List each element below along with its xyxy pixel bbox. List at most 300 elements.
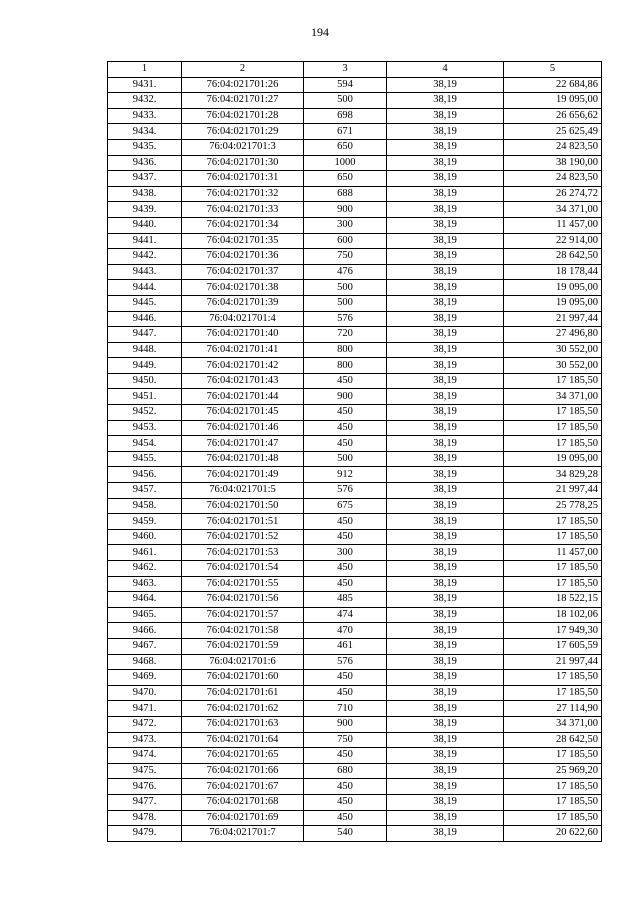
area-cell: 461 [304,638,387,654]
value-cell: 19 095,00 [504,295,602,311]
value-cell: 22 914,00 [504,233,602,249]
rate-cell: 38,19 [387,373,504,389]
area-cell: 450 [304,748,387,764]
row-number-cell: 9459. [108,514,182,530]
table-row [108,233,602,249]
row-number-cell: 9442. [108,249,182,265]
rate-cell: 38,19 [387,483,504,499]
cadastral-number-cell: 76:04:021701:46 [182,420,304,436]
value-cell: 17 185,50 [504,561,602,577]
value-cell: 18 178,44 [504,264,602,280]
area-cell: 450 [304,685,387,701]
table-row [108,342,602,358]
area-cell: 900 [304,202,387,218]
row-number-cell: 9467. [108,638,182,654]
table-row [108,654,602,670]
row-number-cell: 9474. [108,748,182,764]
value-cell: 30 552,00 [504,342,602,358]
table-row [108,716,602,732]
rate-cell: 38,19 [387,342,504,358]
cadastral-number-cell: 76:04:021701:7 [182,826,304,842]
value-cell: 27 114,90 [504,701,602,717]
table-row [108,280,602,296]
table-row [108,155,602,171]
row-number-cell: 9455. [108,451,182,467]
table-row [108,638,602,654]
rate-cell: 38,19 [387,794,504,810]
area-cell: 450 [304,373,387,389]
row-number-cell: 9452. [108,405,182,421]
value-cell: 24 823,50 [504,171,602,187]
column-header-4: 4 [387,62,504,78]
area-cell: 500 [304,93,387,109]
rate-cell: 38,19 [387,436,504,452]
value-cell: 34 371,00 [504,202,602,218]
area-cell: 800 [304,342,387,358]
cadastral-number-cell: 76:04:021701:52 [182,529,304,545]
value-cell: 21 997,44 [504,654,602,670]
rate-cell: 38,19 [387,638,504,654]
rate-cell: 38,19 [387,607,504,623]
rate-cell: 38,19 [387,295,504,311]
table-row [108,467,602,483]
table-row [108,748,602,764]
area-cell: 594 [304,77,387,93]
rate-cell: 38,19 [387,139,504,155]
area-cell: 450 [304,405,387,421]
row-number-cell: 9473. [108,732,182,748]
cadastral-number-cell: 76:04:021701:66 [182,763,304,779]
cadastral-number-cell: 76:04:021701:4 [182,311,304,327]
value-cell: 34 829,28 [504,467,602,483]
table-row [108,810,602,826]
cadastral-number-cell: 76:04:021701:28 [182,108,304,124]
row-number-cell: 9436. [108,155,182,171]
value-cell: 17 185,50 [504,420,602,436]
table-row [108,701,602,717]
rate-cell: 38,19 [387,623,504,639]
value-cell: 21 997,44 [504,483,602,499]
cadastral-number-cell: 76:04:021701:31 [182,171,304,187]
rate-cell: 38,19 [387,451,504,467]
cadastral-number-cell: 76:04:021701:44 [182,389,304,405]
table-row [108,451,602,467]
area-cell: 750 [304,249,387,265]
area-cell: 450 [304,420,387,436]
value-cell: 25 778,25 [504,498,602,514]
value-cell: 20 622,60 [504,826,602,842]
area-cell: 300 [304,545,387,561]
row-number-cell: 9449. [108,358,182,374]
column-header-3: 3 [304,62,387,78]
area-cell: 450 [304,436,387,452]
area-cell: 900 [304,389,387,405]
row-number-cell: 9472. [108,716,182,732]
row-number-cell: 9458. [108,498,182,514]
table-row [108,561,602,577]
area-cell: 450 [304,670,387,686]
area-cell: 450 [304,794,387,810]
page-number: 194 [311,25,329,39]
cadastral-number-cell: 76:04:021701:62 [182,701,304,717]
table-row [108,139,602,155]
cadastral-number-cell: 76:04:021701:69 [182,810,304,826]
cadastral-number-cell: 76:04:021701:41 [182,342,304,358]
row-number-cell: 9448. [108,342,182,358]
area-cell: 750 [304,732,387,748]
rate-cell: 38,19 [387,108,504,124]
registry-table [107,61,602,842]
row-number-cell: 9435. [108,139,182,155]
area-cell: 1000 [304,155,387,171]
rate-cell: 38,19 [387,763,504,779]
row-number-cell: 9469. [108,670,182,686]
value-cell: 19 095,00 [504,93,602,109]
rate-cell: 38,19 [387,249,504,265]
cadastral-number-cell: 76:04:021701:45 [182,405,304,421]
rate-cell: 38,19 [387,77,504,93]
row-number-cell: 9475. [108,763,182,779]
rate-cell: 38,19 [387,186,504,202]
cadastral-number-cell: 76:04:021701:36 [182,249,304,265]
value-cell: 28 642,50 [504,732,602,748]
area-cell: 474 [304,607,387,623]
value-cell: 17 185,50 [504,373,602,389]
rate-cell: 38,19 [387,405,504,421]
table-row [108,592,602,608]
table-row [108,327,602,343]
row-number-cell: 9431. [108,77,182,93]
value-cell: 17 605,59 [504,638,602,654]
cadastral-number-cell: 76:04:021701:68 [182,794,304,810]
table-row [108,171,602,187]
area-cell: 698 [304,108,387,124]
area-cell: 800 [304,358,387,374]
row-number-cell: 9464. [108,592,182,608]
table-row [108,732,602,748]
rate-cell: 38,19 [387,467,504,483]
area-cell: 450 [304,576,387,592]
rate-cell: 38,19 [387,654,504,670]
table-row [108,623,602,639]
cadastral-number-cell: 76:04:021701:42 [182,358,304,374]
cadastral-number-cell: 76:04:021701:65 [182,748,304,764]
area-cell: 450 [304,779,387,795]
rate-cell: 38,19 [387,810,504,826]
table-row [108,436,602,452]
table-row [108,576,602,592]
value-cell: 11 457,00 [504,545,602,561]
value-cell: 19 095,00 [504,451,602,467]
table-row [108,763,602,779]
value-cell: 27 496,80 [504,327,602,343]
table-row [108,295,602,311]
cadastral-number-cell: 76:04:021701:60 [182,670,304,686]
row-number-cell: 9432. [108,93,182,109]
value-cell: 34 371,00 [504,716,602,732]
table-row [108,93,602,109]
row-number-cell: 9465. [108,607,182,623]
rate-cell: 38,19 [387,124,504,140]
area-cell: 688 [304,186,387,202]
row-number-cell: 9478. [108,810,182,826]
row-number-cell: 9462. [108,561,182,577]
area-cell: 470 [304,623,387,639]
area-cell: 500 [304,295,387,311]
rate-cell: 38,19 [387,529,504,545]
cadastral-number-cell: 76:04:021701:27 [182,93,304,109]
cadastral-number-cell: 76:04:021701:47 [182,436,304,452]
table-row [108,779,602,795]
rate-cell: 38,19 [387,498,504,514]
value-cell: 11 457,00 [504,217,602,233]
header-row [108,62,602,78]
table-row [108,373,602,389]
area-cell: 485 [304,592,387,608]
rate-cell: 38,19 [387,155,504,171]
cadastral-number-cell: 76:04:021701:48 [182,451,304,467]
cadastral-number-cell: 76:04:021701:64 [182,732,304,748]
rate-cell: 38,19 [387,561,504,577]
row-number-cell: 9457. [108,483,182,499]
area-cell: 576 [304,483,387,499]
area-cell: 650 [304,139,387,155]
table-row [108,186,602,202]
rate-cell: 38,19 [387,280,504,296]
cadastral-number-cell: 76:04:021701:38 [182,280,304,296]
table-row [108,358,602,374]
table-row [108,311,602,327]
row-number-cell: 9440. [108,217,182,233]
value-cell: 17 185,50 [504,514,602,530]
cadastral-number-cell: 76:04:021701:3 [182,139,304,155]
value-cell: 17 185,50 [504,529,602,545]
area-cell: 450 [304,810,387,826]
cadastral-number-cell: 76:04:021701:32 [182,186,304,202]
value-cell: 17 949,30 [504,623,602,639]
rate-cell: 38,19 [387,576,504,592]
row-number-cell: 9445. [108,295,182,311]
value-cell: 26 274,72 [504,186,602,202]
row-number-cell: 9471. [108,701,182,717]
area-cell: 900 [304,716,387,732]
cadastral-number-cell: 76:04:021701:55 [182,576,304,592]
table-row [108,264,602,280]
rate-cell: 38,19 [387,233,504,249]
value-cell: 17 185,50 [504,670,602,686]
table-row [108,108,602,124]
cadastral-number-cell: 76:04:021701:54 [182,561,304,577]
rate-cell: 38,19 [387,264,504,280]
cadastral-number-cell: 76:04:021701:29 [182,124,304,140]
rate-cell: 38,19 [387,716,504,732]
cadastral-number-cell: 76:04:021701:50 [182,498,304,514]
row-number-cell: 9450. [108,373,182,389]
value-cell: 28 642,50 [504,249,602,265]
value-cell: 17 185,50 [504,779,602,795]
cadastral-number-cell: 76:04:021701:39 [182,295,304,311]
rate-cell: 38,19 [387,420,504,436]
rate-cell: 38,19 [387,327,504,343]
table-row [108,405,602,421]
value-cell: 26 656,62 [504,108,602,124]
table-row [108,514,602,530]
row-number-cell: 9433. [108,108,182,124]
table-row [108,77,602,93]
rate-cell: 38,19 [387,514,504,530]
value-cell: 17 185,50 [504,436,602,452]
table-row [108,529,602,545]
rate-cell: 38,19 [387,311,504,327]
rate-cell: 38,19 [387,358,504,374]
row-number-cell: 9444. [108,280,182,296]
value-cell: 18 522,15 [504,592,602,608]
cadastral-number-cell: 76:04:021701:33 [182,202,304,218]
area-cell: 675 [304,498,387,514]
table-row [108,420,602,436]
row-number-cell: 9466. [108,623,182,639]
rate-cell: 38,19 [387,826,504,842]
table-body [108,77,602,841]
value-cell: 17 185,50 [504,576,602,592]
area-cell: 500 [304,280,387,296]
row-number-cell: 9443. [108,264,182,280]
cadastral-number-cell: 76:04:021701:51 [182,514,304,530]
row-number-cell: 9446. [108,311,182,327]
rate-cell: 38,19 [387,732,504,748]
value-cell: 17 185,50 [504,405,602,421]
table-row [108,498,602,514]
value-cell: 38 190,00 [504,155,602,171]
area-cell: 600 [304,233,387,249]
value-cell: 25 969,20 [504,763,602,779]
value-cell: 22 684,86 [504,77,602,93]
cadastral-number-cell: 76:04:021701:58 [182,623,304,639]
row-number-cell: 9479. [108,826,182,842]
row-number-cell: 9441. [108,233,182,249]
rate-cell: 38,19 [387,217,504,233]
table-header [108,62,602,78]
cadastral-number-cell: 76:04:021701:56 [182,592,304,608]
cadastral-number-cell: 76:04:021701:6 [182,654,304,670]
row-number-cell: 9476. [108,779,182,795]
row-number-cell: 9461. [108,545,182,561]
cadastral-number-cell: 76:04:021701:67 [182,779,304,795]
table-row [108,483,602,499]
row-number-cell: 9477. [108,794,182,810]
cadastral-number-cell: 76:04:021701:37 [182,264,304,280]
table-row [108,685,602,701]
cadastral-number-cell: 76:04:021701:59 [182,638,304,654]
area-cell: 450 [304,514,387,530]
value-cell: 25 625,49 [504,124,602,140]
rate-cell: 38,19 [387,171,504,187]
area-cell: 680 [304,763,387,779]
cadastral-number-cell: 76:04:021701:61 [182,685,304,701]
value-cell: 19 095,00 [504,280,602,296]
table-row [108,389,602,405]
cadastral-number-cell: 76:04:021701:49 [182,467,304,483]
column-header-5: 5 [504,62,602,78]
row-number-cell: 9463. [108,576,182,592]
table-row [108,217,602,233]
area-cell: 576 [304,311,387,327]
row-number-cell: 9438. [108,186,182,202]
column-header-1: 1 [108,62,182,78]
cadastral-number-cell: 76:04:021701:53 [182,545,304,561]
rate-cell: 38,19 [387,701,504,717]
cadastral-number-cell: 76:04:021701:63 [182,716,304,732]
rate-cell: 38,19 [387,670,504,686]
table-row [108,670,602,686]
cadastral-number-cell: 76:04:021701:5 [182,483,304,499]
table-row [108,249,602,265]
area-cell: 720 [304,327,387,343]
row-number-cell: 9453. [108,420,182,436]
row-number-cell: 9468. [108,654,182,670]
cadastral-number-cell: 76:04:021701:34 [182,217,304,233]
area-cell: 300 [304,217,387,233]
area-cell: 540 [304,826,387,842]
rate-cell: 38,19 [387,592,504,608]
table-row [108,794,602,810]
cadastral-number-cell: 76:04:021701:30 [182,155,304,171]
area-cell: 476 [304,264,387,280]
value-cell: 24 823,50 [504,139,602,155]
area-cell: 576 [304,654,387,670]
row-number-cell: 9454. [108,436,182,452]
table-row [108,545,602,561]
row-number-cell: 9451. [108,389,182,405]
rate-cell: 38,19 [387,779,504,795]
rate-cell: 38,19 [387,93,504,109]
row-number-cell: 9434. [108,124,182,140]
row-number-cell: 9439. [108,202,182,218]
value-cell: 34 371,00 [504,389,602,405]
area-cell: 500 [304,451,387,467]
row-number-cell: 9460. [108,529,182,545]
value-cell: 18 102,06 [504,607,602,623]
value-cell: 30 552,00 [504,358,602,374]
cadastral-number-cell: 76:04:021701:26 [182,77,304,93]
value-cell: 17 185,50 [504,748,602,764]
cadastral-number-cell: 76:04:021701:57 [182,607,304,623]
cadastral-number-cell: 76:04:021701:40 [182,327,304,343]
value-cell: 17 185,50 [504,810,602,826]
row-number-cell: 9437. [108,171,182,187]
column-header-2: 2 [182,62,304,78]
row-number-cell: 9447. [108,327,182,343]
rate-cell: 38,19 [387,389,504,405]
table-row [108,826,602,842]
row-number-cell: 9456. [108,467,182,483]
row-number-cell: 9470. [108,685,182,701]
area-cell: 912 [304,467,387,483]
area-cell: 671 [304,124,387,140]
value-cell: 17 185,50 [504,685,602,701]
cadastral-number-cell: 76:04:021701:35 [182,233,304,249]
table-row [108,607,602,623]
rate-cell: 38,19 [387,685,504,701]
area-cell: 450 [304,529,387,545]
area-cell: 710 [304,701,387,717]
cadastral-number-cell: 76:04:021701:43 [182,373,304,389]
rate-cell: 38,19 [387,748,504,764]
rate-cell: 38,19 [387,202,504,218]
table-row [108,202,602,218]
table-row [108,124,602,140]
value-cell: 17 185,50 [504,794,602,810]
